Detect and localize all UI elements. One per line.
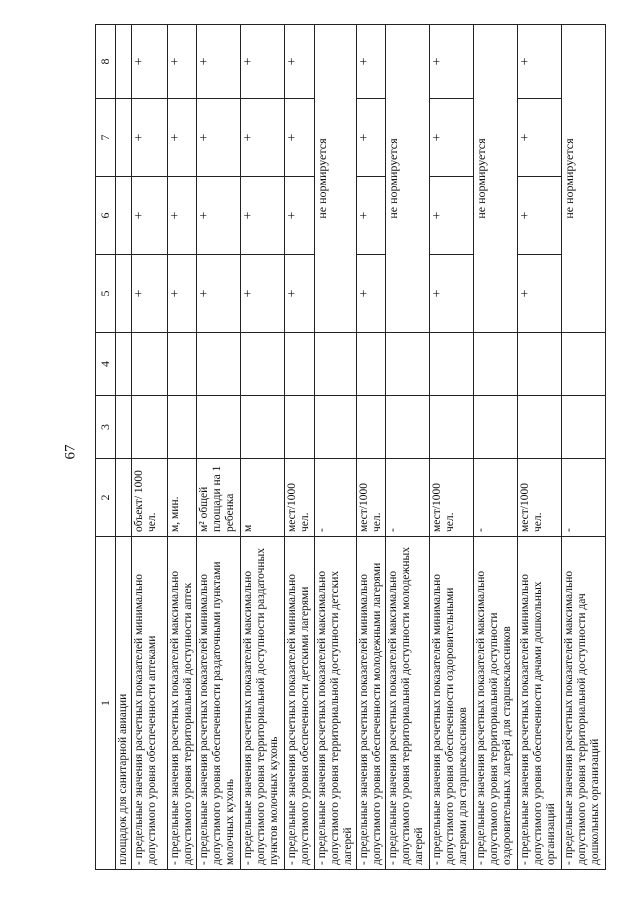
plus-mark: + bbox=[518, 255, 562, 333]
indicator-cell: - предельные значения расчетных показателей минимально допустимого уровня обеспеченности дачами дошкольных организаций bbox=[518, 537, 562, 870]
empty-cell bbox=[116, 99, 132, 177]
empty-cell bbox=[168, 333, 197, 396]
page-number: 67 bbox=[62, 444, 79, 460]
header-cell: 7 bbox=[96, 99, 116, 177]
table-row bbox=[116, 25, 132, 870]
table-row bbox=[430, 25, 474, 870]
empty-cell bbox=[518, 396, 562, 459]
unit-cell: мест/1000 чел. bbox=[357, 459, 386, 537]
plus-mark: + bbox=[357, 99, 386, 177]
unit-cell: - bbox=[386, 459, 430, 537]
indicator-cell: - предельные значения расчетных показателей максимально допустимого уровня территориальной доступности дач дошкольных организаций bbox=[562, 537, 606, 870]
empty-cell bbox=[285, 333, 315, 396]
table-row bbox=[474, 25, 518, 870]
empty-cell bbox=[562, 333, 606, 396]
plus-mark: + bbox=[518, 177, 562, 255]
indicator-cell: - предельные значения расчетных показателей максимально допустимого уровня территориальной доступности молодежных лагерей bbox=[386, 537, 430, 870]
empty-cell bbox=[474, 396, 518, 459]
indicator-cell: - предельные значения расчетных показателей максимально допустимого уровня территориальной доступности раздаточных пунктов молочных кухонь bbox=[241, 537, 285, 870]
plus-mark: + bbox=[132, 25, 168, 99]
empty-cell bbox=[357, 333, 386, 396]
table-row bbox=[168, 25, 197, 870]
plus-mark: + bbox=[357, 255, 386, 333]
not-normalized-cell: не нормируется bbox=[474, 25, 518, 333]
empty-cell bbox=[116, 25, 132, 99]
not-normalized-cell: не нормируется bbox=[562, 25, 606, 333]
table-row bbox=[562, 25, 606, 870]
rotated-table-container bbox=[95, 25, 613, 870]
empty-cell bbox=[430, 396, 474, 459]
plus-mark: + bbox=[285, 177, 315, 255]
indicator-cell: - предельные значения расчетных показателей минимально допустимого уровня обеспеченности оздоровительными лагерями для старшеклассников bbox=[430, 537, 474, 870]
plus-mark: + bbox=[241, 99, 285, 177]
table-row bbox=[386, 25, 430, 870]
table-row bbox=[285, 25, 315, 870]
plus-mark: + bbox=[285, 25, 315, 99]
plus-mark: + bbox=[197, 255, 241, 333]
header-cell: 2 bbox=[96, 459, 116, 537]
plus-mark: + bbox=[197, 25, 241, 99]
unit-cell: - bbox=[474, 459, 518, 537]
empty-cell bbox=[315, 333, 357, 396]
empty-cell bbox=[285, 396, 315, 459]
empty-cell bbox=[197, 396, 241, 459]
header-cell: 6 bbox=[96, 177, 116, 255]
empty-cell bbox=[315, 396, 357, 459]
unit-cell: м bbox=[241, 459, 285, 537]
plus-mark: + bbox=[168, 25, 197, 99]
plus-mark: + bbox=[357, 25, 386, 99]
indicator-cell: - предельные значения расчетных показателей минимально допустимого уровня обеспеченности раздаточными пунктами молочных кухонь bbox=[197, 537, 241, 870]
empty-cell bbox=[116, 177, 132, 255]
plus-mark: + bbox=[285, 255, 315, 333]
plus-mark: + bbox=[241, 25, 285, 99]
unit-cell: - bbox=[562, 459, 606, 537]
header-cell: 8 bbox=[96, 25, 116, 99]
empty-cell bbox=[197, 333, 241, 396]
unit-cell bbox=[116, 459, 132, 537]
plus-mark: + bbox=[285, 99, 315, 177]
plus-mark: + bbox=[430, 177, 474, 255]
empty-cell bbox=[386, 333, 430, 396]
unit-cell: мест/1000 чел. bbox=[430, 459, 474, 537]
empty-cell bbox=[474, 333, 518, 396]
indicator-cell: - предельные значения расчетных показателей максимально допустимого уровня территориальной доступности оздоровительных лагерей для старшеклассников bbox=[474, 537, 518, 870]
table-row bbox=[241, 25, 285, 870]
data-table bbox=[95, 24, 606, 870]
empty-cell bbox=[116, 255, 132, 333]
unit-cell: мест/1000 чел. bbox=[518, 459, 562, 537]
plus-mark: + bbox=[168, 99, 197, 177]
indicator-cell: - предельные значения расчетных показателей максимально допустимого уровня территориальной доступности аптек bbox=[168, 537, 197, 870]
unit-cell: мест/1000 чел. bbox=[285, 459, 315, 537]
header-cell: 1 bbox=[96, 537, 116, 870]
empty-cell bbox=[430, 333, 474, 396]
not-normalized-cell: не нормируется bbox=[315, 25, 357, 333]
table-row bbox=[518, 25, 562, 870]
plus-mark: + bbox=[241, 177, 285, 255]
indicator-cell: - предельные значения расчетных показателей минимально допустимого уровня обеспеченности аптеками bbox=[132, 537, 168, 870]
plus-mark: + bbox=[518, 25, 562, 99]
plus-mark: + bbox=[132, 255, 168, 333]
indicator-cell: - предельные значения расчетных показателей минимально допустимого уровня обеспеченности детскими лагерями bbox=[285, 537, 315, 870]
unit-cell: м, мин. bbox=[168, 459, 197, 537]
empty-cell bbox=[518, 333, 562, 396]
empty-cell bbox=[241, 333, 285, 396]
table-row bbox=[197, 25, 241, 870]
plus-mark: + bbox=[197, 99, 241, 177]
table-row bbox=[357, 25, 386, 870]
plus-mark: + bbox=[518, 99, 562, 177]
indicator-cell: площадок для санитарной авиации bbox=[116, 537, 132, 870]
not-normalized-cell: не нормируется bbox=[386, 25, 430, 333]
empty-cell bbox=[386, 396, 430, 459]
header-cell: 5 bbox=[96, 255, 116, 333]
header-cell: 4 bbox=[96, 333, 116, 396]
plus-mark: + bbox=[430, 255, 474, 333]
empty-cell bbox=[357, 396, 386, 459]
empty-cell bbox=[562, 396, 606, 459]
table-row bbox=[315, 25, 357, 870]
empty-cell bbox=[241, 396, 285, 459]
indicator-cell: - предельные значения расчетных показателей минимально допустимого уровня обеспеченности молодежными лагерями bbox=[357, 537, 386, 870]
unit-cell: объект/ 1000 чел. bbox=[132, 459, 168, 537]
empty-cell bbox=[116, 396, 132, 459]
plus-mark: + bbox=[168, 177, 197, 255]
header-cell: 3 bbox=[96, 396, 116, 459]
table-header-row bbox=[96, 25, 116, 870]
empty-cell bbox=[132, 396, 168, 459]
empty-cell bbox=[168, 396, 197, 459]
plus-mark: + bbox=[197, 177, 241, 255]
plus-mark: + bbox=[241, 255, 285, 333]
table-row bbox=[132, 25, 168, 870]
plus-mark: + bbox=[132, 99, 168, 177]
empty-cell bbox=[116, 333, 132, 396]
plus-mark: + bbox=[357, 177, 386, 255]
plus-mark: + bbox=[168, 255, 197, 333]
unit-cell: - bbox=[315, 459, 357, 537]
empty-cell bbox=[132, 333, 168, 396]
plus-mark: + bbox=[430, 99, 474, 177]
indicator-cell: - предельные значения расчетных показателей максимально допустимого уровня территориальной доступности детских лагерей bbox=[315, 537, 357, 870]
unit-cell: м² общей площади на 1 ребенка bbox=[197, 459, 241, 537]
plus-mark: + bbox=[132, 177, 168, 255]
plus-mark: + bbox=[430, 25, 474, 99]
